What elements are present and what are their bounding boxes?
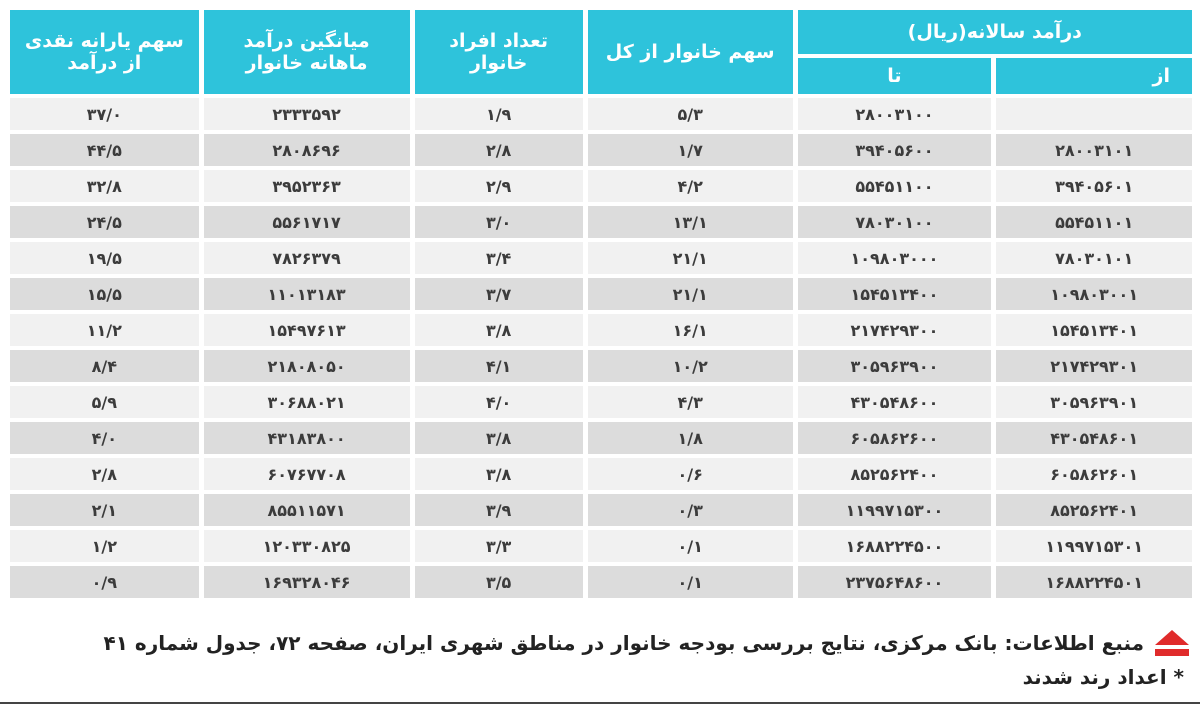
cell-subsidy-share: ۱/۲ — [10, 530, 199, 562]
cell-from: ۲۸۰۰۳۱۰۱ — [996, 134, 1192, 166]
cell-family-size: ۳/۸ — [415, 458, 583, 490]
table-row — [10, 458, 1192, 490]
cell-subsidy-share: ۱۹/۵ — [10, 242, 199, 274]
cell-subsidy-share: ۲/۸ — [10, 458, 199, 490]
table-row — [10, 530, 1192, 562]
header-avg-income-line2: ماهانه خانوار — [245, 52, 368, 74]
income-table-container — [8, 6, 1194, 602]
cell-from — [996, 98, 1192, 130]
cell-household-share: ۱۳/۱ — [588, 206, 793, 238]
cell-subsidy-share: ۵/۹ — [10, 386, 199, 418]
table-row — [10, 350, 1192, 382]
cell-to: ۶۰۵۸۶۲۶۰۰ — [798, 422, 992, 454]
cell-family-size: ۳/۷ — [415, 278, 583, 310]
table-row — [10, 206, 1192, 238]
cell-household-share: ۰/۱ — [588, 566, 793, 598]
cell-avg-income: ۷۸۲۶۳۷۹ — [204, 242, 410, 274]
cell-household-share: ۵/۳ — [588, 98, 793, 130]
cell-from: ۶۰۵۸۶۲۶۰۱ — [996, 458, 1192, 490]
cell-family-size: ۱/۹ — [415, 98, 583, 130]
cell-avg-income: ۳۰۶۸۸۰۲۱ — [204, 386, 410, 418]
header-household-share: سهم خانوار از کل — [588, 10, 793, 94]
cell-avg-income: ۲۳۳۳۵۹۲ — [204, 98, 410, 130]
cell-household-share: ۴/۳ — [588, 386, 793, 418]
cell-to: ۲۱۷۴۲۹۳۰۰ — [798, 314, 992, 346]
cell-from: ۷۸۰۳۰۱۰۱ — [996, 242, 1192, 274]
cell-household-share: ۰/۳ — [588, 494, 793, 526]
header-subsidy-line1: سهم یارانه نقدی — [24, 30, 184, 52]
cell-avg-income: ۱۱۰۱۳۱۸۳ — [204, 278, 410, 310]
cell-family-size: ۳/۸ — [415, 422, 583, 454]
table-row — [10, 98, 1192, 130]
header-avg-income-line1: میانگین درآمد — [243, 30, 370, 52]
table-row — [10, 422, 1192, 454]
cell-household-share: ۲۱/۱ — [588, 278, 793, 310]
cell-from: ۳۹۴۰۵۶۰۱ — [996, 170, 1192, 202]
cell-avg-income: ۱۲۰۳۳۰۸۲۵ — [204, 530, 410, 562]
cell-from: ۸۵۲۵۶۲۴۰۱ — [996, 494, 1192, 526]
header-income-group: درآمد سالانه(ریال) — [798, 10, 1192, 54]
cell-from: ۱۱۹۹۷۱۵۳۰۱ — [996, 530, 1192, 562]
cell-family-size: ۳/۹ — [415, 494, 583, 526]
header-family-size — [415, 10, 583, 94]
cell-household-share: ۱/۸ — [588, 422, 793, 454]
income-table — [5, 6, 1197, 602]
header-family-size-line1: تعداد افراد — [449, 30, 548, 52]
cell-from: ۲۱۷۴۲۹۳۰۱ — [996, 350, 1192, 382]
cell-household-share: ۱/۷ — [588, 134, 793, 166]
cell-subsidy-share: ۱۱/۲ — [10, 314, 199, 346]
up-triangle-icon — [1152, 627, 1192, 661]
cell-avg-income: ۳۹۵۲۳۶۳ — [204, 170, 410, 202]
cell-subsidy-share: ۴۴/۵ — [10, 134, 199, 166]
cell-from: ۴۳۰۵۴۸۶۰۱ — [996, 422, 1192, 454]
table-row — [10, 494, 1192, 526]
cell-to: ۳۰۵۹۶۳۹۰۰ — [798, 350, 992, 382]
cell-from: ۱۶۸۸۲۲۴۵۰۱ — [996, 566, 1192, 598]
note-line — [1023, 665, 1184, 689]
cell-to: ۲۸۰۰۳۱۰۰ — [798, 98, 992, 130]
cell-to: ۱۰۹۸۰۳۰۰۰ — [798, 242, 992, 274]
cell-from: ۵۵۴۵۱۱۰۱ — [996, 206, 1192, 238]
cell-family-size: ۴/۱ — [415, 350, 583, 382]
table-row — [10, 170, 1192, 202]
cell-household-share: ۲۱/۱ — [588, 242, 793, 274]
note-text: اعداد رند شدند — [1022, 665, 1167, 689]
cell-family-size: ۴/۰ — [415, 386, 583, 418]
cell-to: ۳۹۴۰۵۶۰۰ — [798, 134, 992, 166]
cell-subsidy-share: ۲/۱ — [10, 494, 199, 526]
cell-avg-income: ۲۱۸۰۸۰۵۰ — [204, 350, 410, 382]
cell-avg-income: ۱۶۹۳۲۸۰۴۶ — [204, 566, 410, 598]
cell-family-size: ۳/۴ — [415, 242, 583, 274]
cell-from: ۳۰۵۹۶۳۹۰۱ — [996, 386, 1192, 418]
cell-subsidy-share: ۳۲/۸ — [10, 170, 199, 202]
cell-avg-income: ۸۵۵۱۱۵۷۱ — [204, 494, 410, 526]
header-subsidy-line2: از درآمد — [67, 52, 142, 74]
cell-household-share: ۰/۱ — [588, 530, 793, 562]
cell-from: ۱۵۴۵۱۳۴۰۱ — [996, 314, 1192, 346]
table-body — [10, 98, 1192, 598]
cell-family-size: ۲/۹ — [415, 170, 583, 202]
table-row — [10, 314, 1192, 346]
table-row — [10, 134, 1192, 166]
cell-family-size: ۳/۵ — [415, 566, 583, 598]
cell-subsidy-share: ۰/۹ — [10, 566, 199, 598]
table-row — [10, 242, 1192, 274]
table-row — [10, 566, 1192, 598]
cell-avg-income: ۱۵۴۹۷۶۱۳ — [204, 314, 410, 346]
cell-family-size: ۳/۰ — [415, 206, 583, 238]
bottom-rule — [0, 702, 1200, 704]
cell-subsidy-share: ۴/۰ — [10, 422, 199, 454]
header-to: تا — [798, 58, 992, 94]
cell-avg-income: ۴۳۱۸۳۸۰۰ — [204, 422, 410, 454]
cell-from: ۱۰۹۸۰۳۰۰۱ — [996, 278, 1192, 310]
note-asterisk: * — [1173, 665, 1184, 689]
cell-to: ۲۳۷۵۶۴۸۶۰۰ — [798, 566, 992, 598]
source-text: منبع اطلاعات: بانک مرکزی، نتایج بررسی بودجه خانوار در مناطق شهری ایران، صفحه ۷۲، جدول شماره ۴۱ — [103, 631, 1144, 655]
cell-subsidy-share: ۳۷/۰ — [10, 98, 199, 130]
cell-household-share: ۱۰/۲ — [588, 350, 793, 382]
cell-to: ۴۳۰۵۴۸۶۰۰ — [798, 386, 992, 418]
cell-household-share: ۴/۲ — [588, 170, 793, 202]
header-subsidy-share — [10, 10, 199, 94]
cell-subsidy-share: ۸/۴ — [10, 350, 199, 382]
cell-avg-income: ۲۸۰۸۶۹۶ — [204, 134, 410, 166]
cell-household-share: ۰/۶ — [588, 458, 793, 490]
cell-family-size: ۳/۸ — [415, 314, 583, 346]
cell-avg-income: ۵۵۶۱۷۱۷ — [204, 206, 410, 238]
cell-to: ۱۱۹۹۷۱۵۳۰۰ — [798, 494, 992, 526]
cell-family-size: ۲/۸ — [415, 134, 583, 166]
cell-subsidy-share: ۲۴/۵ — [10, 206, 199, 238]
cell-family-size: ۳/۳ — [415, 530, 583, 562]
header-from: از — [996, 58, 1192, 94]
cell-to: ۷۸۰۳۰۱۰۰ — [798, 206, 992, 238]
table-row — [10, 386, 1192, 418]
cell-subsidy-share: ۱۵/۵ — [10, 278, 199, 310]
header-family-size-line2: خانوار — [469, 52, 528, 74]
cell-avg-income: ۶۰۷۶۷۷۰۸ — [204, 458, 410, 490]
header-avg-income — [204, 10, 410, 94]
cell-to: ۸۵۲۵۶۲۴۰۰ — [798, 458, 992, 490]
cell-to: ۱۶۸۸۲۲۴۵۰۰ — [798, 530, 992, 562]
cell-to: ۱۵۴۵۱۳۴۰۰ — [798, 278, 992, 310]
cell-household-share: ۱۶/۱ — [588, 314, 793, 346]
table-row — [10, 278, 1192, 310]
cell-to: ۵۵۴۵۱۱۰۰ — [798, 170, 992, 202]
